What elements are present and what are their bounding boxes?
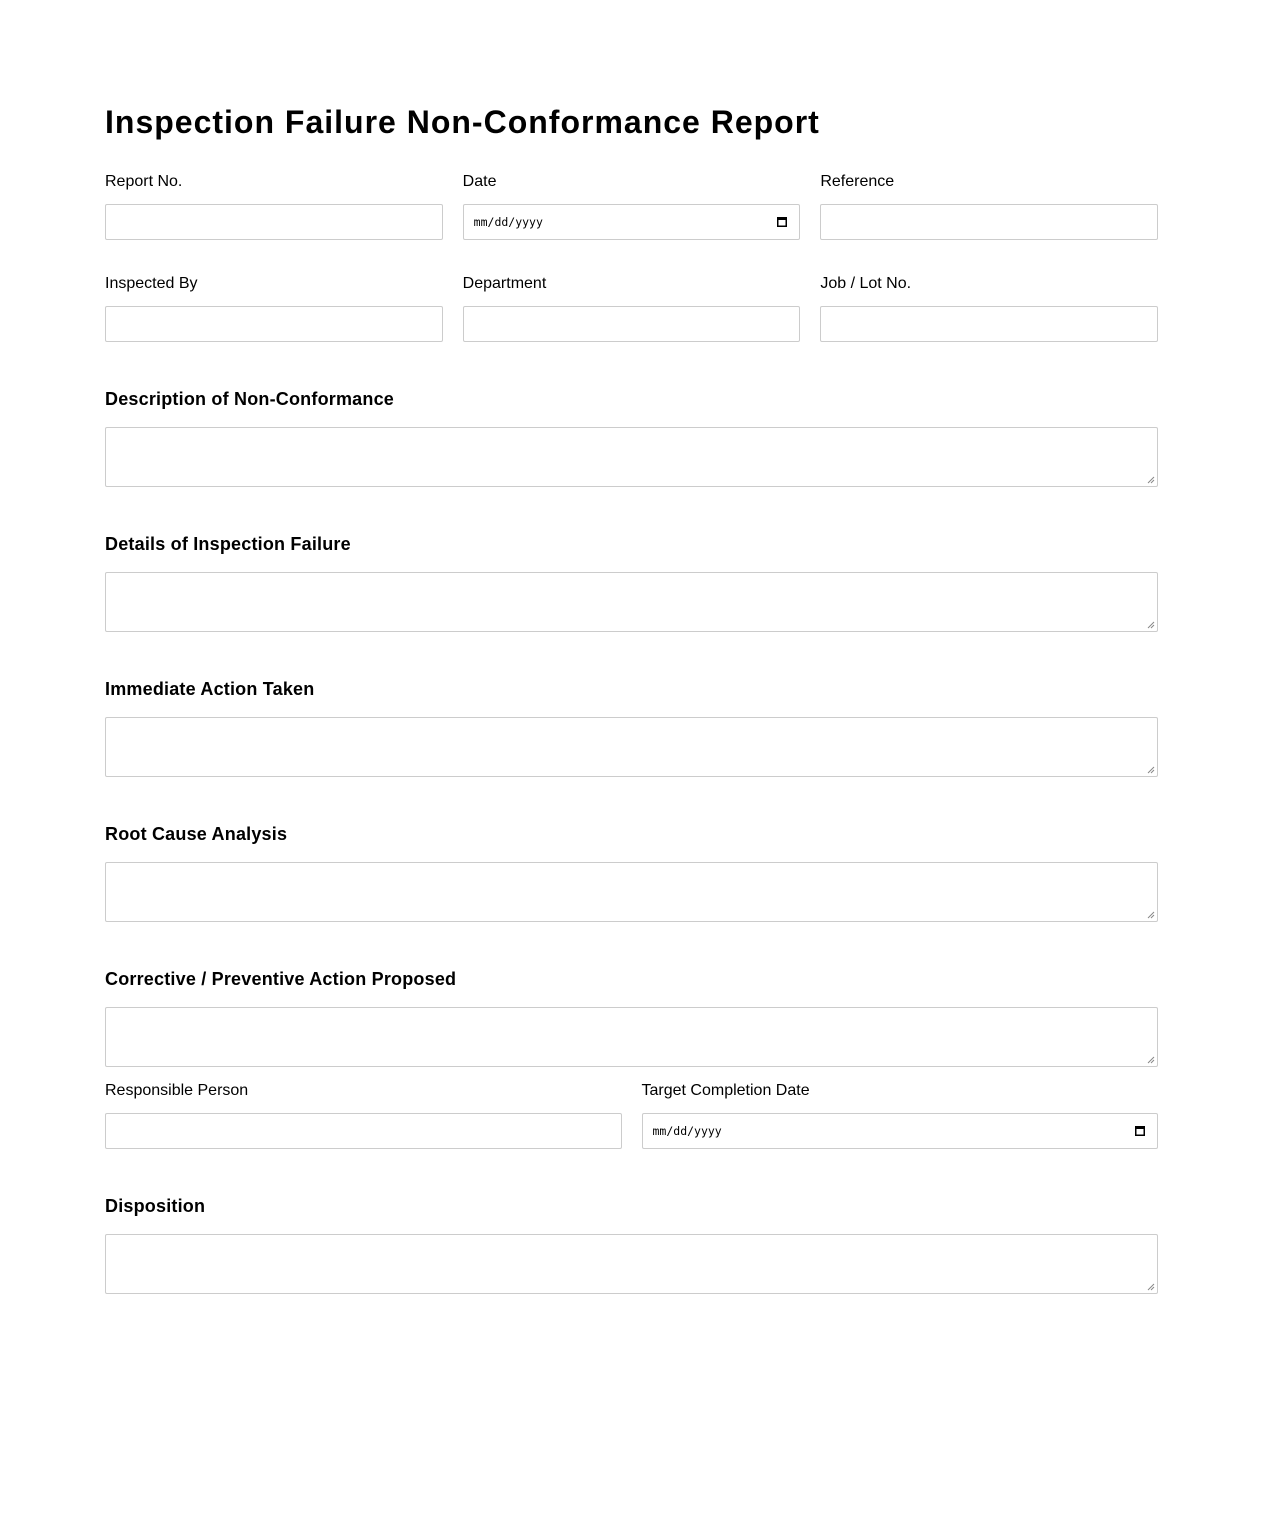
- section-title: Corrective / Preventive Action Proposed: [105, 969, 457, 989]
- reference-label: Reference: [820, 173, 895, 190]
- resize-grip-icon[interactable]: [1147, 766, 1155, 774]
- section-title: Root Cause Analysis: [105, 824, 288, 844]
- page-title: Inspection Failure Non-Conformance Report: [105, 104, 820, 140]
- job-lot-no-label: Job / Lot No.: [820, 275, 912, 292]
- section-title: Immediate Action Taken: [105, 679, 315, 699]
- header-row-1: [105, 172, 1158, 240]
- resize-grip-icon[interactable]: [1147, 1283, 1155, 1291]
- calendar-icon[interactable]: [777, 216, 787, 227]
- section-title: Details of Inspection Failure: [105, 534, 351, 554]
- resize-grip-icon[interactable]: [1147, 911, 1155, 919]
- target-completion-date-label: Target Completion Date: [641, 1082, 810, 1099]
- field-department: [463, 274, 801, 342]
- job-lot-no-input[interactable]: [820, 306, 1158, 342]
- corrective-action-textarea[interactable]: [105, 1007, 1158, 1067]
- field-reference: [820, 172, 1158, 240]
- field-target-completion-date: [642, 1081, 1159, 1149]
- section-description: [105, 388, 1158, 487]
- inspected-by-label: Inspected By: [105, 275, 198, 292]
- section-root-cause: [105, 823, 1158, 922]
- resize-grip-icon[interactable]: [1147, 1056, 1155, 1064]
- resize-grip-icon[interactable]: [1147, 476, 1155, 484]
- department-label: Department: [462, 275, 547, 292]
- date-input[interactable]: [463, 204, 801, 240]
- header-row-2: [105, 274, 1158, 342]
- field-inspected-by: [105, 274, 443, 342]
- field-date: [463, 172, 801, 240]
- section-immediate-action: [105, 678, 1158, 777]
- details-textarea[interactable]: [105, 572, 1158, 632]
- description-textarea[interactable]: [105, 427, 1158, 487]
- disposition-textarea[interactable]: [105, 1234, 1158, 1294]
- field-job-lot-no: [820, 274, 1158, 342]
- inspected-by-input[interactable]: [105, 306, 443, 342]
- immediate-action-textarea[interactable]: [105, 717, 1158, 777]
- calendar-icon[interactable]: [1135, 1125, 1145, 1136]
- date-label: Date: [462, 173, 497, 190]
- field-report-no: [105, 172, 443, 240]
- resize-grip-icon[interactable]: [1147, 621, 1155, 629]
- report-no-input[interactable]: [105, 204, 443, 240]
- section-title: Description of Non-Conformance: [105, 389, 395, 409]
- report-no-label: Report No.: [105, 173, 183, 190]
- field-responsible-person: [105, 1081, 622, 1149]
- responsible-person-label: Responsible Person: [105, 1082, 249, 1099]
- responsible-person-input[interactable]: [105, 1113, 622, 1149]
- department-input[interactable]: [463, 306, 801, 342]
- section-corrective-action: [105, 968, 1158, 1067]
- responsible-row: [105, 1081, 1158, 1149]
- section-disposition: [105, 1195, 1158, 1294]
- root-cause-textarea[interactable]: [105, 862, 1158, 922]
- date-placeholder: mm/dd/yyyy: [473, 215, 543, 229]
- target-completion-date-input[interactable]: [642, 1113, 1159, 1149]
- section-details: [105, 533, 1158, 632]
- section-title: Disposition: [105, 1196, 206, 1216]
- reference-input[interactable]: [820, 204, 1158, 240]
- date-placeholder: mm/dd/yyyy: [652, 1124, 722, 1138]
